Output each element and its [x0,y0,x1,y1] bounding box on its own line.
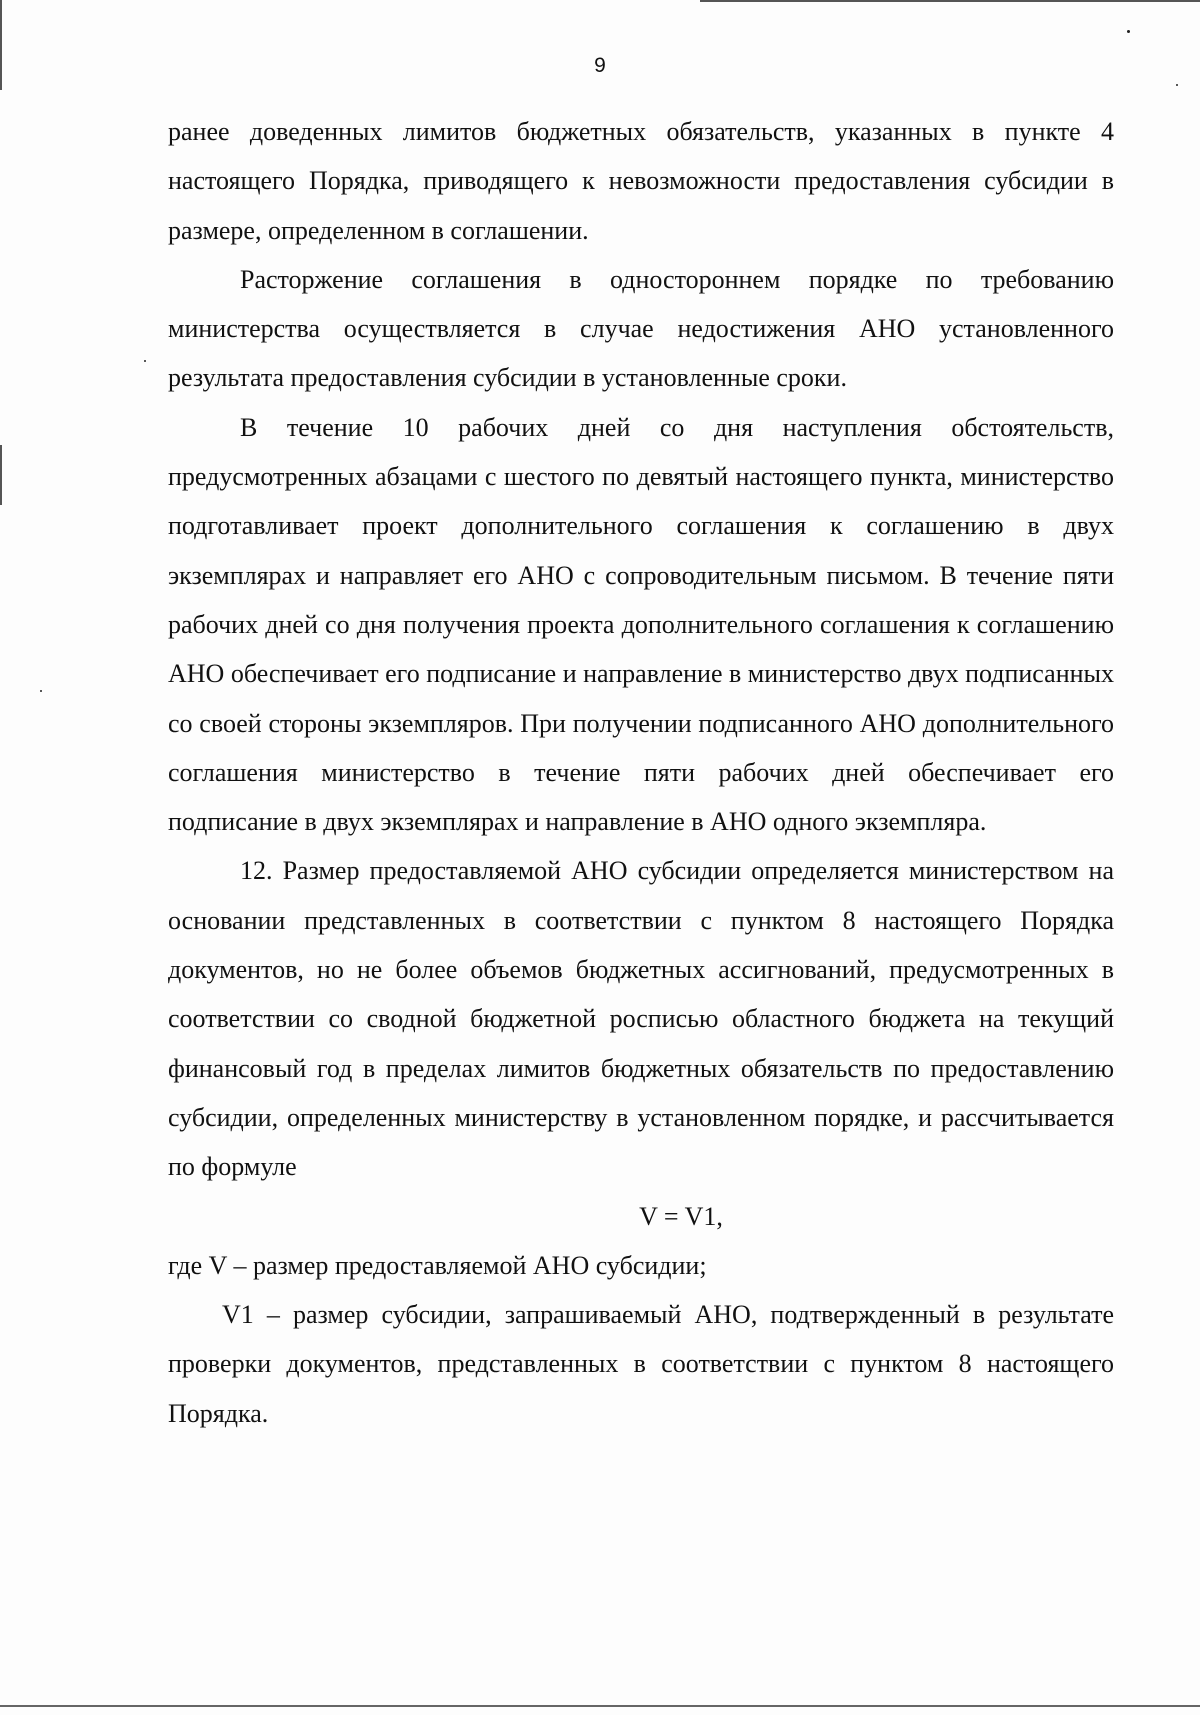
scan-speck [40,690,42,692]
document-body [168,107,1114,1438]
scan-edge-left-lower [0,445,2,505]
paragraph-continuation: ранее доведенных лимитов бюджетных обязательств, указанных в пункте 4 настоящего Порядка, приводящего к невозможности предоставления субсидии в размере, определенном в соглашении. [168,117,1114,245]
scan-speck [144,360,146,362]
scan-speck [1176,84,1178,86]
formula-where-item: V1 – размер субсидии, запрашиваемый АНО, подтвержденный в результате проверки документов, представленных в соответствии с пунктом 8 настоящего Порядка. [168,1300,1114,1428]
scan-speck [1127,30,1130,33]
formula-where-line: где V – размер предоставляемой АНО субсидии; [168,1250,707,1280]
paragraph-additional-agreement: В течение 10 рабочих дней со дня наступления обстоятельств, предусмотренных абзацами с шестого по девятый настоящего пункта, министерство подготавливает проект дополнительного соглашения к соглашению в двух экземплярах и направляет его АНО с сопроводительным письмом. В течение пяти рабочих дней со дня получения проекта дополнительного соглашения к соглашению АНО обеспечивает его подписание и направление в министерство двух подписанных со своей стороны экземпляров. При получении подписанного АНО дополнительного соглашения министерство в течение пяти рабочих дней обеспечивает его подписание в двух экземплярах и направление в АНО одного экземпляра. [168,412,1114,837]
paragraph-termination: Расторжение соглашения в одностороннем порядке по требованию министерства осуществляется в случае недостижения АНО установленного результата предоставления субсидии в установленные сроки. [168,264,1114,393]
scan-edge-bottom [0,1705,1200,1707]
paragraph-subsidy-size: 12. Размер предоставляемой АНО субсидии определяется министерством на основании представленных в соответствии с пунктом 8 настоящего Порядка документов, но не более объемов бюджетных ассигнований, предусмотренных в соответствии со сводной бюджетной росписью областного бюджета на текущий финансовый год в пределах лимитов бюджетных обязательств по предоставлению субсидии, определенных министерству в установленном порядке, и рассчитывается по формуле [168,856,1114,1182]
formula: V = V1, [639,1201,723,1231]
scan-edge-top [700,0,1200,2]
page-number: 9 [594,54,606,77]
